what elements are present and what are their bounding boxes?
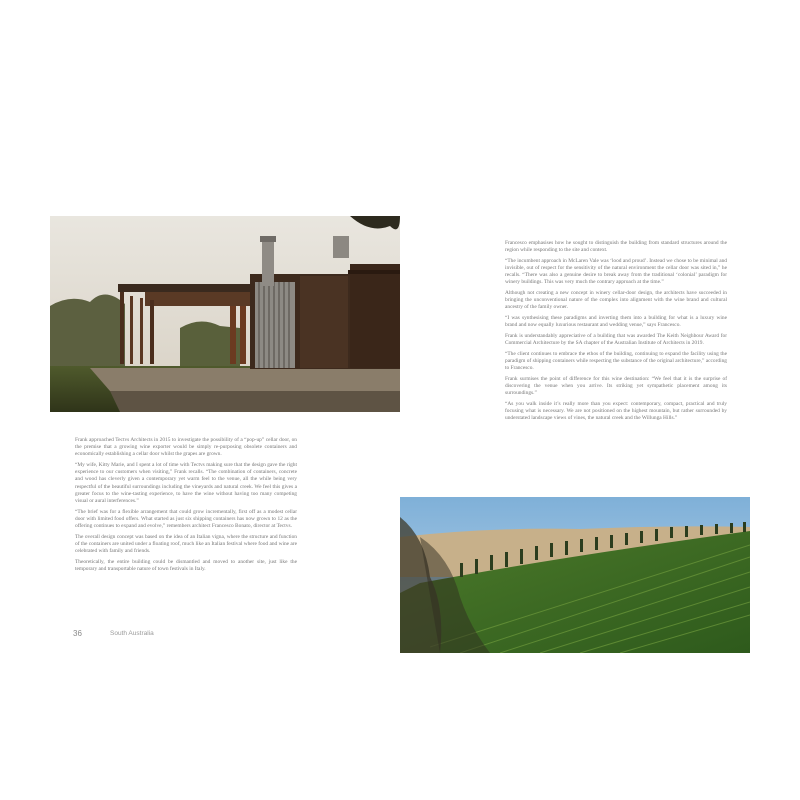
paragraph: Frank approached Tectvs Architects in 2015 to investigate the possibility of a “pop-up” cellar door, on the premise that a growing wine exporter would be simply re-purposing obsolete containers and economically establishing a cellar door whilst the grapes are grown.: [75, 437, 297, 458]
paragraph: “As you walk inside it’s really more than you expect: contemporary, compact, practical and truly focusing what is necessary. We are not positioned on the highest mountain, but rather surrounded by understated landscape views of vines, the natural creek and the Willunga Hills.”: [505, 400, 727, 421]
paragraph: Frank is understandably appreciative of a building that was awarded The Keith Neighbour Award for Commercial Architecture by the SA chapter of the Australian Institute of Architects in 2019.: [505, 332, 727, 346]
paragraph: “The incumbent approach in McLaren Vale was ‘lood and proud’. Instead we chose to be minimal and invisible, out of respect for the sensitivity of the natural environment the cellar door was sited in,” he recalls. “There was also a genuine desire to break away from the traditional ‘colonial’ paradigm for winery buildings. This was very much the contrary approach at the time.”: [505, 257, 727, 286]
cellar-door-photo: [50, 216, 400, 412]
paragraph: “The client continues to embrace the ethos of the building, continuing to expand the facility using the paradigm of shipping containers while respecting the substance of the original architecture,” according to Francesco.: [505, 350, 727, 371]
paragraph: Theoretically, the entire building could be dismantled and moved to another site, just like the temporary and transportable nature of town festivals in Italy.: [75, 558, 297, 572]
paragraph: “I was synthesising these paradigms and inverting them into a building for what is a luxury wine brand and now equally luxurious restaurant and wedding venue,” says Francesco.: [505, 315, 727, 329]
running-footer: South Australia: [110, 630, 154, 637]
left-body-text: [75, 437, 297, 576]
paragraph: The overall design concept was based on the idea of an Italian vigna, where the structure and function of the containers are united under a floating roof, much like an Italian festival where food and wine are celebrated with family and friends.: [75, 533, 297, 555]
paragraph: “The brief was for a flexible arrangement that could grow incrementally, first off as a modest cellar door with limited food offers. What started as just six shipping containers has now grown to 12 as the offering continues to expand and evolve,” remembers architect Francesco Bonato, director at Tectvs.: [75, 508, 297, 530]
paragraph: Although not creating a new concept in winery cellar-door design, the architects have succeeded in bringing the unconventional nature of the complex into alignment with the wine brand and cultural ancestry of the family owner.: [505, 290, 727, 311]
paragraph: “My wife, Kitty Marie, and I spent a lot of time with Tectvs making sure that the design gave the right experience to our customers when visiting,” Frank recalls. “The combination of containers, concrete and wood has cleverly given a contemporary yet warm feel to the venue, all the while being very respectful of the beautiful surroundings including the vineyards and natural creek. We feel this gives a greater focus to the wine-tasting experience, to have the wine without having too many competing visual or aural interferences.”: [75, 462, 297, 505]
paragraph: Frank surmises the point of difference for this wine destination: “We feel that it is the surprise of discovering the venue when you arrive. Its striking yet sympathetic placement among its surroundings.”: [505, 375, 727, 396]
vineyard-photo: [400, 497, 750, 653]
page-number: 36: [73, 629, 82, 638]
paragraph: Francesco emphasises how he sought to distinguish the building from standard structures around the region while responding to the site and context.: [505, 240, 727, 254]
right-body-text: [505, 240, 727, 426]
